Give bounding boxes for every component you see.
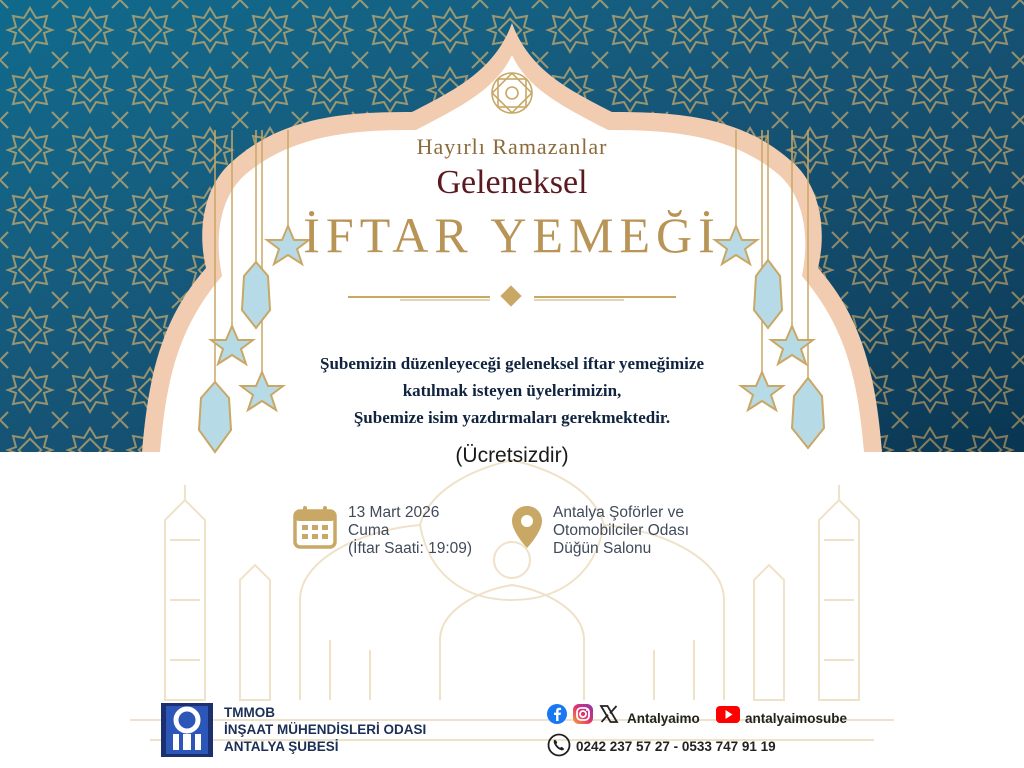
org-line: ANTALYA ŞUBESİ bbox=[224, 739, 339, 754]
venue-line: Antalya Şoförler ve bbox=[553, 504, 684, 521]
facebook-icon[interactable] bbox=[546, 703, 568, 725]
location-pin-icon bbox=[510, 504, 544, 550]
message-line: Şubemizin düzenleyeceği geleneksel iftar yemeğimize bbox=[320, 354, 704, 373]
x-icon[interactable] bbox=[598, 703, 620, 725]
event-venue-block bbox=[553, 504, 689, 558]
invitation-message bbox=[262, 350, 762, 431]
youtube-handle[interactable]: antalyaimosube bbox=[745, 711, 848, 726]
org-line: İNŞAAT MÜHENDİSLERİ ODASI bbox=[224, 722, 427, 737]
message-line: Şubemize isim yazdırmaları gerekmektedir. bbox=[353, 408, 671, 427]
venue-line: Düğün Salonu bbox=[553, 540, 652, 557]
free-note: (Ücretsizdir) bbox=[455, 444, 569, 467]
greeting-text: Hayırlı Ramazanlar bbox=[416, 134, 608, 159]
phone-numbers[interactable]: 0242 237 57 27 - 0533 747 91 19 bbox=[576, 739, 776, 754]
event-day: Cuma bbox=[348, 522, 390, 539]
calendar-icon bbox=[292, 504, 338, 550]
venue-line: Otomobilciler Odası bbox=[553, 522, 690, 539]
youtube-icon[interactable] bbox=[716, 706, 740, 723]
event-date-block bbox=[348, 504, 472, 558]
organization-name bbox=[224, 704, 426, 755]
main-title: İFTAR YEMEĞİ bbox=[303, 207, 721, 263]
event-date: 13 Mart 2026 bbox=[348, 504, 440, 521]
instagram-icon[interactable] bbox=[572, 703, 594, 725]
message-line: katılmak isteyen üyelerimizin, bbox=[402, 381, 622, 400]
org-line: TMMOB bbox=[224, 705, 275, 720]
subtitle-text: Geleneksel bbox=[436, 164, 588, 201]
phone-icon bbox=[547, 733, 571, 757]
social-handle[interactable]: Antalyaimo bbox=[627, 711, 700, 726]
iftar-time: (İftar Saati: 19:09) bbox=[348, 540, 473, 557]
organization-logo bbox=[160, 702, 214, 758]
